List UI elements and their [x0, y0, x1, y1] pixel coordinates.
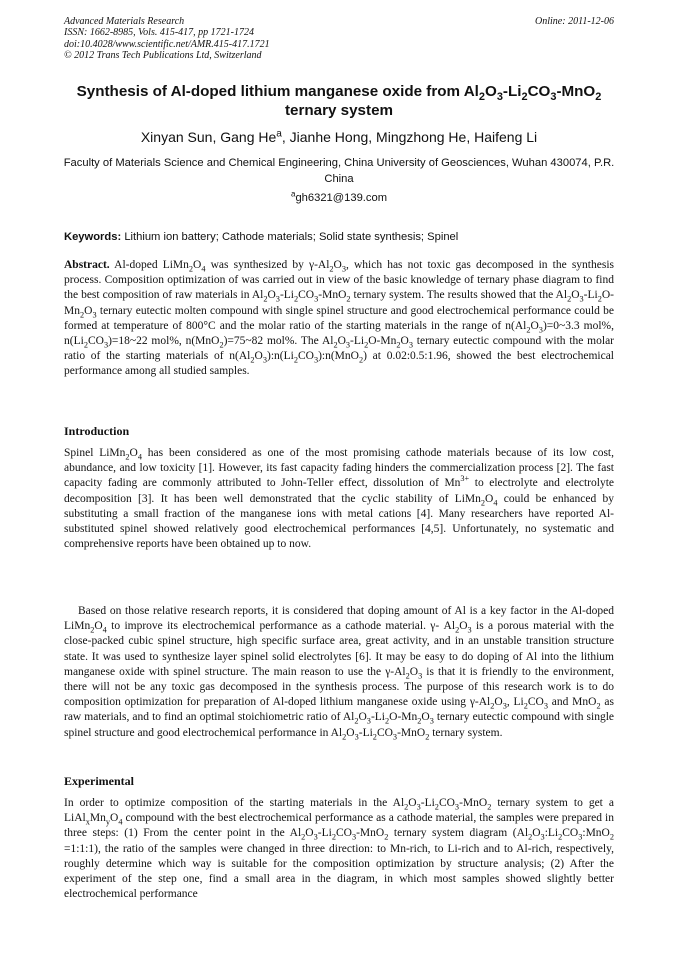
paper-title — [50, 82, 628, 120]
journal-name: Advanced Materials Research — [64, 16, 185, 27]
abstract-label: Abstract. — [64, 259, 110, 271]
corresponding-email[interactable]: $^a$gh6321@139.com — [290, 189, 388, 204]
title-line-1: Synthesis of Al-doped lithium manganese oxide from $Al_2O_3-Li_2CO_3-MnO_2$ — [76, 83, 602, 104]
abstract — [64, 258, 614, 380]
keywords — [64, 230, 614, 245]
journal-header — [64, 16, 614, 62]
introduction-heading: Introduction — [64, 424, 130, 438]
introduction-text-2: Based on those relative research reports, it is considered that doping amount of Al is a key factor in the Al-doped $LiMn_2O_4$ to improve its electrochemical performance as a cathode material. γ- $Al_2O_3$ is a porous material with the close-packed cubic spinel structure, high specific surface area, great activity, and in an unstable transition structure state. It was used to synthesize layer spinel solid electrolytes [6]. It may be easy to do doping of Al into the lithium manganese oxide with spinel structure. The main reason to use the $\gamma-Al_2O_3$ is that it is friendly to the environment, there will not be any toxic gas decomposed in the synthesis process. The purpose of this research work is to do composition optimization for preparation of Al-doped lithium manganese oxide using $\gamma-Al_2O_3$, $Li_2CO_3$ and MnO$_2$ as raw materials, and to find an optimal stoichiometric ratio of $Al_2O_3-Li_2O-Mn_2O_3$ ternary eutectic compound with single spinel structure and good electrochemical performance in $Al_2O_3-Li_2CO_3-MnO_2$ ternary system. — [64, 605, 615, 741]
keywords-label: Keywords: — [64, 231, 122, 243]
copyright-line: © 2012 Trans Tech Publications Ltd, Switzerland — [64, 50, 262, 62]
abstract-text: Al-doped $LiMn_2O_4$ was synthesized by $\gamma-Al_2O_3$, which has not toxic gas decomposed in the synthesis process. Composition optimization of was carried out in view of the basic knowledge of ternary phase diagram to find the best composition of raw materials in $Al_2O_3-Li_2CO_3-MnO_2$ ternary system. The results showed that the $Al_2O_3-Li_2O-Mn_2O_3$ ternary eutectic molten compound with single spinel structure and good electrochemical performance could be formed at temperature of 800°C and the molar ratio of the starting materials in the range of $n(Al_2O_3)=0\sim 3.3$ mol%, $n(Li_2CO_3)=18\sim 22$ mol%, n(MnO$_2$)=75~82 mol%. The $Al_2O_3-Li_2O-Mn_2O_3$ ternary eutectic compound with the molar ratio of the starting materials of $n(Al_2O_3):n(Li_2CO_3):n(MnO_2)$ at 0.02:0.5:1.96, showed the best electrochemical performance among all studied samples. — [64, 259, 615, 378]
experimental-heading: Experimental — [64, 774, 134, 788]
issn-line: ISSN: 1662-8985, Vols. 415-417, pp 1721-1724 — [64, 27, 254, 39]
experimental-text-1: In order to optimize composition of the starting materials in the $Al_2O_3-Li_2CO_3-MnO_2$ ternary system to get a $LiAl_xMn_yO_4$ compound with the best electrochemical performance as a cathode material, the samples were prepared in three steps: (1) From the center point in the $Al_2O_3-Li_2CO_3-MnO_2$ ternary system diagram ($Al_2O_3:Li_2CO_3:MnO_2$ =1:1:1), the ratio of the samples were changed in three direction: to Mn-rich, to Li-rich and to Al-rich, respectively, roughly determine which way is suitable for the composition optimization by structure analysis; (2) After the experiment of the step one, find a small area in the diagram, in which most samples showed slightly better electrochemical performance — [64, 797, 614, 901]
introduction-paragraph-1 — [64, 446, 614, 552]
affiliation: Faculty of Materials Science and Chemical Engineering, China University of Geosciences, Wuhan 430074, P.R. China — [63, 157, 615, 185]
author-list: Xinyan Sun, Gang He$^a$, Jianhe Hong, Mingzhong He, Haifeng Li — [140, 128, 538, 145]
introduction-text-1: Spinel $LiMn_2O_4$ has been considered as one of the most promising cathode materials because of its low cost, abundance, and low toxicity [1]. However, its fast capacity fading hinders the commercialization process [2]. The fast capacity fading are commonly attributed to John-Teller effect, dissolution of $Mn^{3+}$ to electrolyte and electrolyte decomposition [3]. It has been well demonstrated that the cyclic stability of $LiMn_2O_4$ could be enhanced by substituting a small fraction of the manganese ions with metal cations [4]. Many researchers have reported Al-substituted spinel showed relatively good electrochemical performances [4,5]. Unfortunately, no systematic and comprehensive reports have been obtained up to now. — [64, 447, 615, 551]
title-line-2: ternary system — [284, 102, 394, 119]
doi-line[interactable]: doi:10.4028/www.scientific.net/AMR.415-417.1721 — [64, 38, 270, 50]
keywords-text: Lithium ion battery; Cathode materials; Solid state synthesis; Spinel — [124, 231, 459, 243]
introduction-paragraph-2 — [64, 604, 614, 741]
online-date: Online: 2011-12-06 — [535, 16, 614, 27]
experimental-paragraph-1 — [64, 796, 614, 902]
